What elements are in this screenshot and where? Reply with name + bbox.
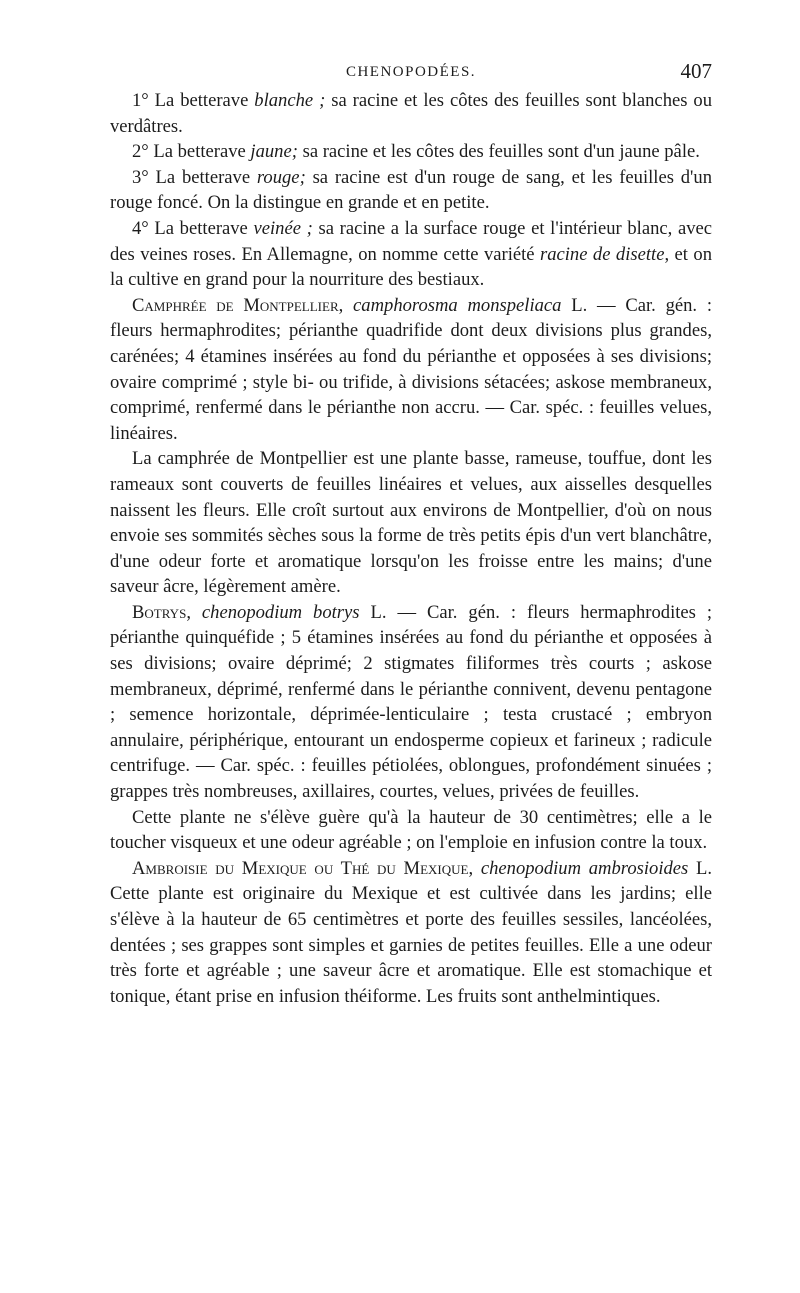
running-head: CHENOPODÉES. — [345, 64, 477, 80]
paragraph-camphree-definition: Camphrée de Montpellier, camphorosma monspeliaca L. — Car. gén. : fleurs hermaphrodites; périanthe quadrifide dont deux divisions plus grandes, carénées; 4 étamines insérées au fond du périanthe et opposées à ses divisions; ovaire comprimé ; style bi- ou trifide, à divisions sétacées; askose membraneux, comprimé, renfermé dans le périanthe non accru. — Car. spéc. : feuilles velues, linéaires. — [110, 294, 713, 444]
page-header — [110, 58, 712, 88]
paragraph-betterave-veinee: 4° La betterave veinée ; sa racine a la surface rouge et l'intérieur blanc, avec des veines roses. En Allemagne, on nomme cette variété racine de disette, et on la cultive en grand pour la nourriture des bestiaux. — [110, 217, 712, 291]
page-number: 407 — [680, 59, 712, 83]
paragraph-botrys-description: Cette plante ne s'élève guère qu'à la hauteur de 30 centimètres; elle a le toucher visqueux et une odeur agréable ; on l'emploie en infusion contre la toux. — [110, 806, 712, 854]
entry-heading: Ambroisie du Mexique ou Thé du Mexique — [132, 857, 469, 879]
paragraph-betterave-jaune: 2° La betterave jaune; sa racine et les côtes des feuilles sont d'un jaune pâle. — [132, 141, 700, 163]
entry-heading: Camphrée de Montpellier — [132, 294, 339, 316]
paragraph-camphree-description: La camphrée de Montpellier est une plante basse, rameuse, touffue, dont les rameaux sont couverts de feuilles linéaires et velues, aux aisselles desquelles naissent les fleurs. Elle croît surtout aux environs de Montpellier, d'où on nous envoie ses sommités sèches sous la forme de très petits épis d'un vert blanchâtre, d'une odeur forte et aromatique lorsqu'on les froisse entre les mains; d'une saveur âcre, légèrement amère. — [110, 448, 712, 598]
paragraph-ambroisie: Ambroisie du Mexique ou Thé du Mexique, chenopodium ambrosioides L. Cette plante est originaire du Mexique et est cultivée dans les jardins; elle s'élève à la hauteur de 65 centimètres et porte des feuilles sessiles, lancéolées, dentées ; ses grappes sont simples et garnies de petites feuilles. Elle a une odeur très forte et agréable ; une saveur âcre et aromatique. Elle est stomachique et tonique, étant prise en infusion théiforme. Les fruits sont anthelmintiques. — [110, 857, 713, 1007]
paragraph-betterave-rouge: 3° La betterave rouge; sa racine est d'un rouge de sang, et les feuilles d'un rouge foncé. On la distingue en grande et en petite. — [110, 166, 712, 214]
body-text — [110, 88, 712, 1009]
entry-heading: Botrys — [132, 601, 187, 623]
paragraph-botrys-definition: Botrys, chenopodium botrys L. — Car. gén. : fleurs hermaphrodites ; périanthe quinquéfide ; 5 étamines insérées au fond du périanthe et opposées à ses divisions; ovaire déprimé; 2 stigmates filiformes très courts ; askose membraneux, déprimé, renfermé dans le périanthe connivent, devenu pentagone ; semence horizontale, déprimée-lenticulaire ; testa crustacé ; embryon annulaire, périphérique, entourant un endosperme copieux et farineux ; radicule centrifuge. — Car. spéc. : feuilles pétiolées, oblongues, profondément sinuées ; grappes très nombreuses, axillaires, courtes, velues, privées de feuilles. — [110, 601, 713, 803]
paragraph-betterave-blanche: 1° La betterave blanche ; sa racine et les côtes des feuilles sont blanches ou verdâtres. — [110, 90, 713, 137]
